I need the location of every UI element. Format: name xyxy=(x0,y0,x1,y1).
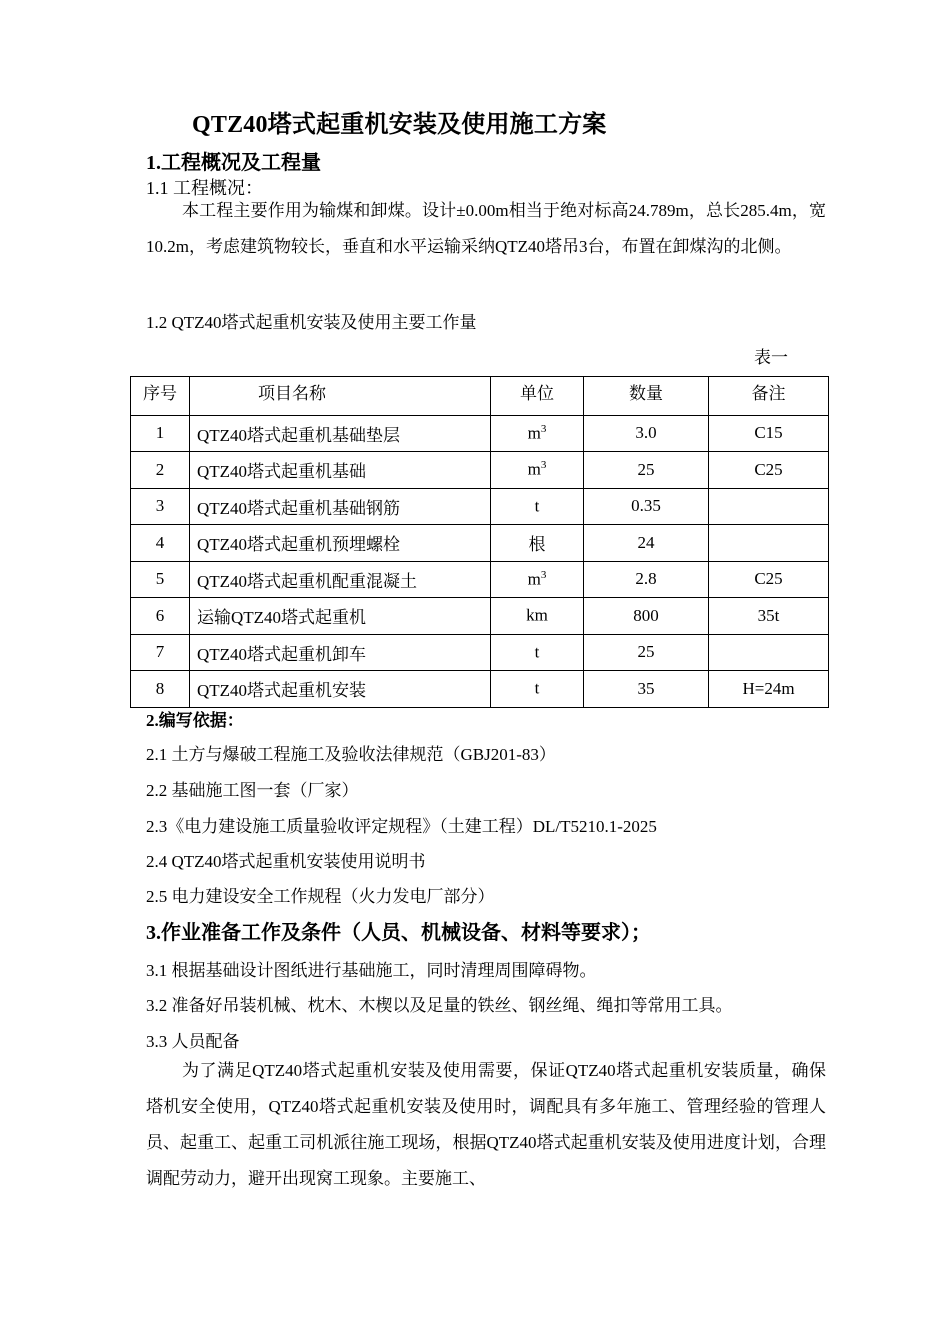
table-row xyxy=(131,598,829,635)
section1-heading: 1.工程概况及工程量 xyxy=(146,152,321,174)
cell-name: QTZ40塔式起重机基础 xyxy=(190,452,491,489)
section1-1-heading: 1.1 工程概况： xyxy=(146,178,263,198)
unit-superscript: 3 xyxy=(540,422,547,435)
unit-text: m xyxy=(527,569,541,589)
cell-unit xyxy=(491,415,584,452)
unit-text: m xyxy=(527,423,541,443)
unit-text: t xyxy=(534,679,540,699)
unit-text: m xyxy=(527,460,541,480)
table-row xyxy=(131,452,829,489)
cell-unit xyxy=(491,634,584,671)
cell-no: 2 xyxy=(131,452,190,489)
cell-unit xyxy=(491,671,584,708)
unit-superscript: 3 xyxy=(540,459,547,472)
cell-qty: 2.8 xyxy=(584,561,709,598)
cell-note: C25 xyxy=(709,452,829,489)
header-note: 备注 xyxy=(709,377,829,416)
table-caption: 表一 xyxy=(754,348,788,367)
unit-superscript: 3 xyxy=(540,568,547,581)
cell-qty: 3.0 xyxy=(584,415,709,452)
cell-unit xyxy=(491,525,584,562)
header-no: 序号 xyxy=(131,377,190,416)
cell-name: QTZ40塔式起重机基础垫层 xyxy=(190,415,491,452)
table-header-row xyxy=(131,377,829,416)
table-row xyxy=(131,671,829,708)
section3-heading: 3.作业准备工作及条件（人员、机械设备、材料等要求）； xyxy=(146,922,651,944)
cell-name: 运输QTZ40塔式起重机 xyxy=(190,598,491,635)
unit-text: km xyxy=(526,606,548,626)
cell-name: QTZ40塔式起重机安装 xyxy=(190,671,491,708)
cell-no: 1 xyxy=(131,415,190,452)
unit-text: t xyxy=(534,496,540,516)
cell-qty: 800 xyxy=(584,598,709,635)
cell-qty: 35 xyxy=(584,671,709,708)
cell-unit xyxy=(491,561,584,598)
cell-qty: 24 xyxy=(584,525,709,562)
cell-note xyxy=(709,525,829,562)
table-row xyxy=(131,415,829,452)
overview-paragraph: 本工程主要作用为输煤和卸煤。设计±0.00m相当于绝对标高24.789m，总长285.4m，宽10.2m，考虑建筑物较长，垂直和水平运输采纳QTZ40塔吊3台，布置在卸煤沟的北侧。 xyxy=(146,201,826,256)
preparation-item: 3.1 根据基础设计图纸进行基础施工，同时清理周围障碍物。 xyxy=(146,961,597,980)
table-row xyxy=(131,561,829,598)
unit-text: 根 xyxy=(528,535,546,555)
cell-unit xyxy=(491,598,584,635)
cell-note: C15 xyxy=(709,415,829,452)
cell-name: QTZ40塔式起重机卸车 xyxy=(190,634,491,671)
header-unit: 单位 xyxy=(491,377,584,416)
table-row xyxy=(131,488,829,525)
basis-item: 2.4 QTZ40塔式起重机安装使用说明书 xyxy=(146,852,426,871)
cell-unit xyxy=(491,452,584,489)
cell-note: 35t xyxy=(709,598,829,635)
cell-no: 4 xyxy=(131,525,190,562)
cell-note: H=24m xyxy=(709,671,829,708)
section1-2-heading: 1.2 QTZ40塔式起重机安装及使用主要工作量 xyxy=(146,313,477,332)
basis-item: 2.2 基础施工图一套（厂家） xyxy=(146,781,359,800)
cell-qty: 25 xyxy=(584,452,709,489)
cell-note: C25 xyxy=(709,561,829,598)
basis-item: 2.3《电力建设施工质量验收评定规程》（土建工程）DL/T5210.1-2025 xyxy=(146,817,657,836)
basis-item: 2.5 电力建设安全工作规程（火力发电厂部分） xyxy=(146,887,495,906)
cell-note xyxy=(709,488,829,525)
cell-unit xyxy=(491,488,584,525)
cell-name: QTZ40塔式起重机基础钢筋 xyxy=(190,488,491,525)
cell-qty: 0.35 xyxy=(584,488,709,525)
cell-no: 7 xyxy=(131,634,190,671)
preparation-item: 3.3 人员配备 xyxy=(146,1032,240,1051)
table-row xyxy=(131,525,829,562)
cell-name: QTZ40塔式起重机配重混凝土 xyxy=(190,561,491,598)
workload-table xyxy=(130,376,829,708)
cell-no: 5 xyxy=(131,561,190,598)
staffing-paragraph: 为了满足QTZ40塔式起重机安装及使用需要，保证QTZ40塔式起重机安装质量，确保塔机安全使用，QTZ40塔式起重机安装及使用时，调配具有多年施工、管理经验的管理人员、起重工、起重工司机派往施工现场，根据QTZ40塔式起重机安装及使用进度计划，合理调配劳动力，避开出现窝工现象。主要施工、 xyxy=(146,1061,826,1188)
basis-item: 2.1 土方与爆破工程施工及验收法律规范（GBJ201-83） xyxy=(146,745,556,764)
cell-note xyxy=(709,634,829,671)
section2-heading: 2.编写依据： xyxy=(146,711,244,730)
preparation-item: 3.2 准备好吊装机械、枕木、木楔以及足量的铁丝、钢丝绳、绳扣等常用工具。 xyxy=(146,996,733,1015)
table-row xyxy=(131,634,829,671)
cell-no: 6 xyxy=(131,598,190,635)
header-qty: 数量 xyxy=(584,377,709,416)
cell-no: 8 xyxy=(131,671,190,708)
cell-no: 3 xyxy=(131,488,190,525)
document-title: QTZ40塔式起重机安装及使用施工方案 xyxy=(192,112,607,138)
header-name: 项目名称 xyxy=(190,377,491,416)
unit-text: t xyxy=(534,642,540,662)
cell-qty: 25 xyxy=(584,634,709,671)
cell-name: QTZ40塔式起重机预埋螺栓 xyxy=(190,525,491,562)
